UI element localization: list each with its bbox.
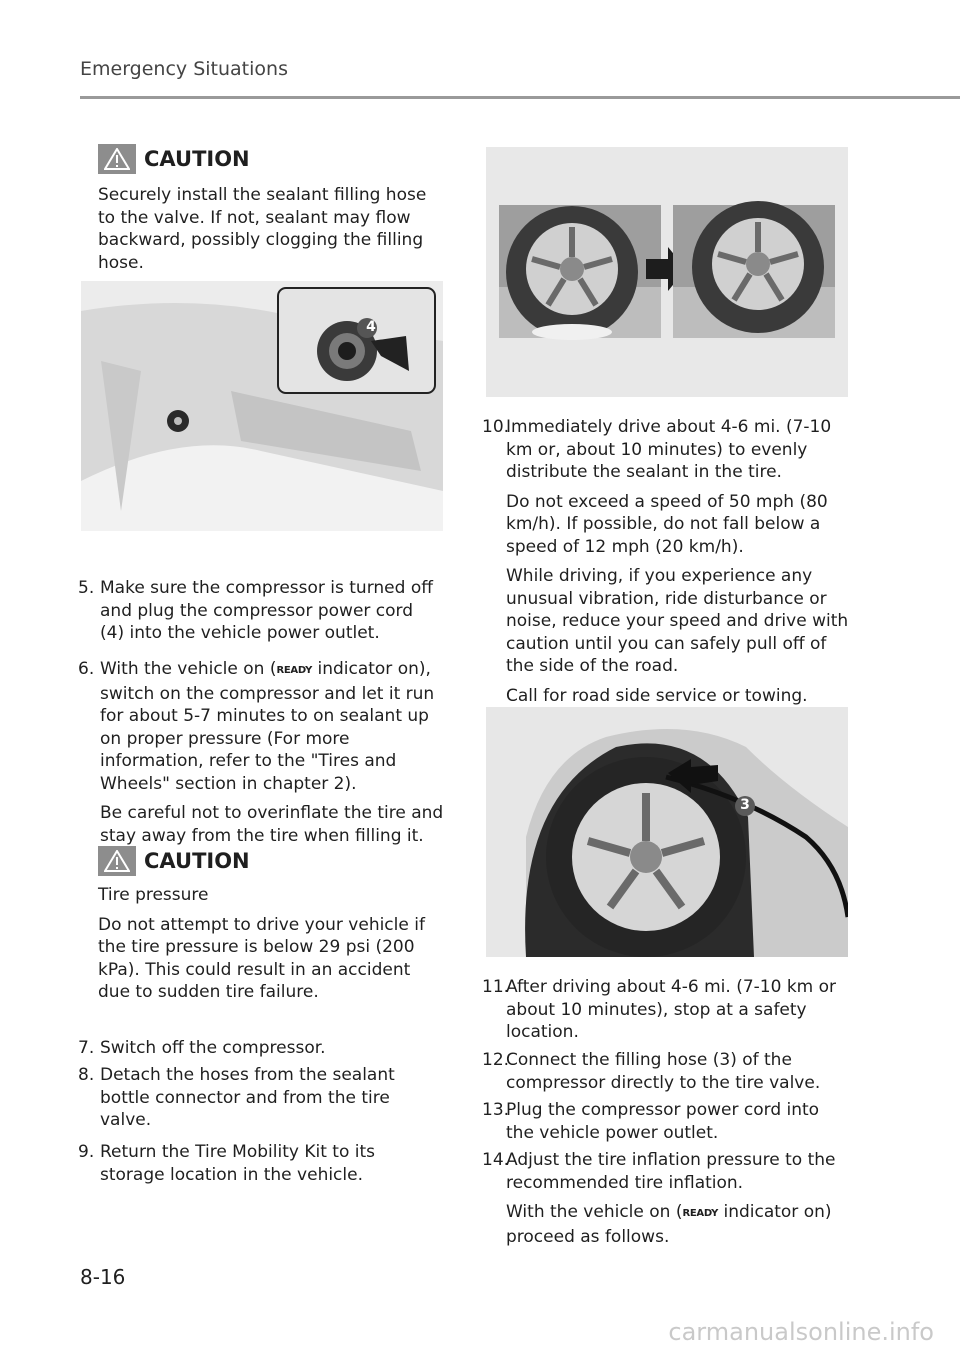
step-text-line: unusual vibration, ride disturbance or (506, 588, 827, 609)
step-text-line: about 10 minutes), stop at a safety (506, 999, 807, 1020)
step-14 (482, 1149, 852, 1248)
step-number: 12. (482, 1050, 510, 1070)
caution-subtitle: Tire pressure (98, 885, 209, 905)
caution-text-line: to the valve. If not, sealant may flow (98, 207, 411, 228)
step-text-line: Switch off the compressor. (100, 1038, 326, 1058)
header-rule (80, 96, 960, 99)
step-text-line: Detach the hoses from the sealant (100, 1065, 395, 1085)
step-text-line: Call for road side service or towing. (506, 685, 808, 706)
step-12 (482, 1049, 852, 1094)
step-13 (482, 1099, 852, 1144)
step-text-line: location. (506, 1022, 579, 1042)
callout-3: 3 (740, 797, 750, 813)
step-text-line: noise, reduce your speed and drive with (506, 611, 849, 631)
step-text-line: bottle connector and from the tire (100, 1087, 390, 1108)
caution-text-line: the tire pressure is below 29 psi (200 (98, 937, 415, 957)
step-text-line: (4) into the vehicle power outlet. (100, 623, 380, 643)
step-text-line: the vehicle power outlet. (506, 1122, 719, 1143)
caution-box-2 (98, 846, 448, 1004)
step-text-line: Adjust the tire inflation pressure to the (506, 1150, 836, 1170)
step-text-line: storage location in the vehicle. (100, 1164, 363, 1185)
caution-title: CAUTION (144, 147, 250, 171)
step-text-line: on proper pressure (For more (100, 728, 350, 749)
step-text-line: Make sure the compressor is turned off (100, 578, 433, 598)
caution-text-line: hose. (98, 252, 144, 273)
ready-indicator-icon: READY (682, 1208, 719, 1219)
step-text-line: While driving, if you experience any (506, 566, 813, 586)
step-7 (78, 1037, 450, 1060)
step-number: 10. (482, 417, 510, 437)
step-number: 7. (78, 1038, 95, 1058)
caution-text-line: kPa). This could result in an accident (98, 959, 411, 980)
step-text-line: Do not exceed a speed of 50 mph (80 (506, 491, 828, 512)
page-number: 8-16 (80, 1265, 126, 1289)
step-text-line: Immediately drive about 4-6 mi. (7-10 (506, 417, 832, 437)
step-note-line: Be careful not to overinflate the tire and (100, 803, 444, 823)
step-text-line: km or, about 10 minutes) to evenly (506, 439, 808, 460)
caution-text-line: Do not attempt to drive your vehicle if (98, 914, 425, 935)
step-text-line: proceed as follows. (506, 1226, 670, 1247)
step-text: With the vehicle on ( (100, 659, 277, 679)
step-10 (482, 416, 852, 707)
warning-icon (98, 846, 136, 876)
step-9 (78, 1141, 450, 1186)
step-text-line: Return the Tire Mobility Kit to its (100, 1142, 375, 1162)
step-text: With the vehicle on ( (506, 1202, 683, 1222)
step-text-line: speed of 12 mph (20 km/h). (506, 536, 744, 557)
step-text-line: After driving about 4-6 mi. (7-10 km or (506, 977, 837, 997)
caution-text-line: due to sudden tire failure. (98, 982, 319, 1002)
filling-hose-illustration (486, 707, 848, 957)
step-number: 6. (78, 659, 95, 679)
step-text: indicator on) (718, 1202, 832, 1222)
ready-indicator-icon: READY (276, 665, 313, 676)
step-number: 5. (78, 578, 95, 598)
caution-text-line: backward, possibly clogging the filling (98, 230, 424, 250)
callout-4: 4 (366, 319, 376, 335)
tire-driving-illustration (486, 147, 848, 397)
step-text: indicator on), (312, 659, 431, 679)
step-text-line: information, refer to the "Tires and (100, 751, 397, 771)
step-text-line: recommended tire inflation. (506, 1172, 744, 1193)
step-text-line: compressor directly to the tire valve. (506, 1072, 821, 1093)
step-5 (78, 577, 450, 645)
step-text-line: and plug the compressor power cord (100, 600, 414, 621)
step-text-line: distribute the sealant in the tire. (506, 462, 782, 482)
step-number: 14. (482, 1150, 510, 1170)
caution-title: CAUTION (144, 849, 250, 873)
caution-heading (98, 144, 448, 174)
step-text-line: switch on the compressor and let it run (100, 683, 435, 704)
step-text-line: for about 5-7 minutes to on sealant up (100, 706, 429, 726)
step-text-line: Wheels" section in chapter 2). (100, 773, 357, 794)
step-number: 8. (78, 1065, 95, 1085)
step-number: 9. (78, 1142, 95, 1162)
step-text-line: valve. (100, 1110, 152, 1130)
step-text-line: Plug the compressor power cord into (506, 1100, 820, 1120)
step-text-line (100, 658, 450, 683)
running-header: Emergency Situations (80, 58, 288, 80)
step-note-line: stay away from the tire when filling it. (100, 825, 424, 846)
step-text-line: the side of the road. (506, 656, 679, 676)
step-6 (78, 658, 450, 847)
step-8 (78, 1064, 450, 1132)
step-text-line: Connect the filling hose (3) of the (506, 1050, 792, 1070)
power-outlet-illustration (81, 281, 443, 531)
caution-text-line: Securely install the sealant filling hose (98, 185, 427, 205)
step-number: 11. (482, 977, 510, 997)
caution-box-1 (98, 144, 448, 274)
step-11 (482, 976, 852, 1044)
step-text-line: caution until you can safely pull off of (506, 633, 827, 654)
step-number: 13. (482, 1100, 510, 1120)
watermark: carmanualsonline.info (668, 1318, 934, 1346)
warning-icon (98, 144, 136, 174)
caution-heading (98, 846, 448, 876)
step-text-line: km/h). If possible, do not fall below a (506, 514, 821, 534)
